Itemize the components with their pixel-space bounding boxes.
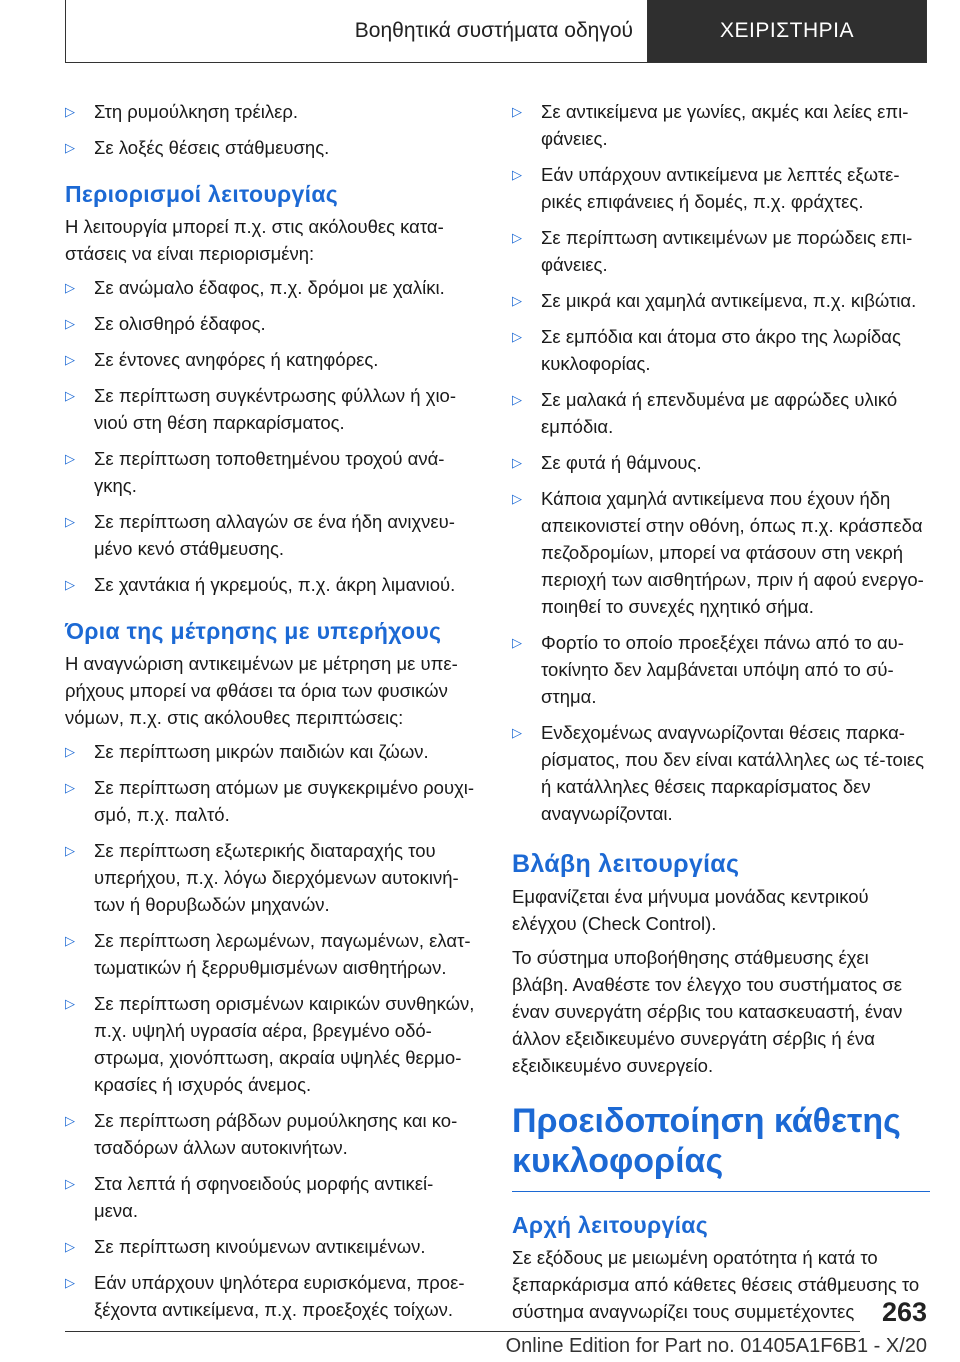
triangle-right-icon: ▷	[512, 230, 522, 245]
list-item: ▷ Σε περίπτωση τοποθετημένου τροχού ανά-γκης.	[65, 445, 475, 499]
list-item: ▷ Σε μικρά και χαμηλά αντικείμενα, π.χ. κιβώτια.	[512, 287, 930, 314]
triangle-right-icon: ▷	[512, 725, 522, 740]
list-item: ▷ Σε περίπτωση αντικειμένων με πορώδεις επι-φάνειες.	[512, 224, 930, 278]
triangle-right-icon: ▷	[512, 104, 522, 119]
list-item: ▷ Σε αντικείμενα με γωνίες, ακμές και λείες επι-φάνειες.	[512, 98, 930, 152]
list-item: ▷ Σε περίπτωση λερωμένων, παγωμένων, ελατ-τωματικών ή ξερρυθμισμένων αισθητήρων.	[65, 927, 475, 981]
triangle-right-icon: ▷	[65, 996, 75, 1011]
section-heading-principle: Αρχή λειτουργίας	[512, 1212, 708, 1238]
list-item: ▷ Σε έντονες ανηφόρες ή κατηφόρες.	[65, 346, 475, 373]
triangle-right-icon: ▷	[65, 577, 75, 592]
paragraph: Σε εξόδους με μειωμένη ορατότητα ή κατά το ξεπαρκάρισμα από κάθετες θέσεις στάθμευσης το σύστημα αναγνωρίζει τους συμμετέχοντες	[512, 1247, 920, 1322]
triangle-right-icon: ▷	[512, 455, 522, 470]
list-item: ▷ Σε περίπτωση ατόμων με συγκεκριμένο ρουχι-σμό, π.χ. παλτό.	[65, 774, 475, 828]
section-heading-limits: Περιορισμοί λειτουργίας	[65, 181, 339, 207]
list-item: ▷ Ενδεχομένως αναγνωρίζονται θέσεις παρκα-ρίσματος, που δεν είναι κατάλληλες ως τέ-τοιες ή κατάλληλες θέσεις παρκαρίσματος δεν αναγνωρίζονται.	[512, 719, 930, 827]
triangle-right-icon: ▷	[65, 1113, 75, 1128]
triangle-right-icon: ▷	[65, 1176, 75, 1191]
list-item: ▷ Σε περίπτωση συγκέντρωσης φύλλων ή χιο-νιού στη θέση παρκαρίσματος.	[65, 382, 475, 436]
page-number: 263	[881, 1297, 927, 1327]
triangle-right-icon: ▷	[65, 280, 75, 295]
list-item: ▷ Φορτίο το οποίο προεξέχει πάνω από το αυ-τοκίνητο δεν λαμβάνεται υπόψη από το σύ-στημα.	[512, 629, 930, 710]
list-item: ▷ Εάν υπάρχουν αντικείμενα με λεπτές εξωτε-ρικές επιφάνειες ή δομές, π.χ. φράχτες.	[512, 161, 930, 215]
list-item: ▷ Σε περίπτωση μικρών παιδιών και ζώων.	[65, 738, 475, 765]
footer-edition: Online Edition for Part no. 01405A1F6B1 - X/20	[505, 1335, 927, 1357]
triangle-right-icon: ▷	[65, 316, 75, 331]
list-item: ▷ Σε χαντάκια ή γκρεμούς, π.χ. άκρη λιμανιού.	[65, 571, 475, 598]
list-item: ▷ Σε περίπτωση ράβδων ρυμούλκησης και κο-τσαδόρων άλλων αυτοκινήτων.	[65, 1107, 475, 1161]
list-item: ▷ Εάν υπάρχουν ψηλότερα ευρισκόμενα, προε-ξέχοντα αντικείμενα, π.χ. προεξοχές τοίχων.	[65, 1269, 475, 1323]
list-item: ▷ Σε λοξές θέσεις στάθμευσης.	[65, 134, 475, 161]
triangle-right-icon: ▷	[65, 1275, 75, 1290]
paragraph: Η λειτουργία μπορεί π.χ. στις ακόλουθες κατα-στάσεις να είναι περιορισμένη:	[65, 216, 444, 264]
list-item: ▷ Σε περίπτωση ορισμένων καιρικών συνθηκών, π.χ. υψηλή υγρασία αέρα, βρεγμένο οδό-στρωμα, χιονόπτωση, ακραία υψηλές θερμο-κρασίες ή ισχυρός άνεμος.	[65, 990, 475, 1098]
triangle-right-icon: ▷	[65, 352, 75, 367]
triangle-right-icon: ▷	[65, 933, 75, 948]
list-item: ▷ Σε περίπτωση κινούμενων αντικειμένων.	[65, 1233, 475, 1260]
list-item: ▷ Σε εμπόδια και άτομα στο άκρο της λωρίδας κυκλοφορίας.	[512, 323, 930, 377]
section-heading-malfunction: Βλάβη λειτουργίας	[512, 850, 740, 878]
list-item: ▷ Στα λεπτά ή σφηνοειδούς μορφής αντικεί-μενα.	[65, 1170, 475, 1224]
page-header	[65, 0, 927, 63]
triangle-right-icon: ▷	[65, 451, 75, 466]
paragraph: Η αναγνώριση αντικειμένων με μέτρηση με υπε-ρήχους μπορεί να φθάσει τα όρια των φυσικών νόμων, π.χ. στις ακόλουθες περιπτώσεις:	[65, 653, 458, 728]
footer-divider	[65, 1331, 860, 1332]
triangle-right-icon: ▷	[512, 167, 522, 182]
list-item: ▷ Σε ολισθηρό έδαφος.	[65, 310, 475, 337]
triangle-right-icon: ▷	[65, 1239, 75, 1254]
triangle-right-icon: ▷	[65, 140, 75, 155]
list-item: ▷ Στη ρυμούλκηση τρέιλερ.	[65, 98, 475, 125]
paragraph: Εμφανίζεται ένα μήνυμα μονάδας κεντρικού ελέγχου (Check Control).	[512, 886, 869, 934]
triangle-right-icon: ▷	[65, 744, 75, 759]
list-item: ▷ Σε περίπτωση αλλαγών σε ένα ήδη ανιχνευ-μένο κενό στάθμευσης.	[65, 508, 475, 562]
chapter-title-cross-traffic: Προειδοποίηση κάθετης κυκλοφορίας	[512, 1101, 930, 1192]
triangle-right-icon: ▷	[512, 635, 522, 650]
triangle-right-icon: ▷	[65, 843, 75, 858]
triangle-right-icon: ▷	[65, 514, 75, 529]
list-item: ▷ Σε περίπτωση εξωτερικής διαταραχής του υπερήχου, π.χ. λόγω διερχόμενων αυτοκινή-των ή θορυβωδών μηχανών.	[65, 837, 475, 918]
right-column	[512, 98, 930, 1332]
list-item: ▷ Σε φυτά ή θάμνους.	[512, 449, 930, 476]
header-section-title: Βοηθητικά συστήματα οδηγού	[66, 0, 648, 62]
triangle-right-icon: ▷	[512, 392, 522, 407]
paragraph: Το σύστημα υποβοήθησης στάθμευσης έχει βλάβη. Αναθέστε τον έλεγχο του συστήματος σε έναν συνεργάτη σέρβις του κατασκευαστή, έναν άλλον εξειδικευμένο συνεργάτη σέρβις ή ένα εξειδικευμένο συνεργείο.	[512, 947, 903, 1076]
section-heading-ultrasonic: Όρια της μέτρησης με υπερήχους	[65, 618, 442, 644]
list-item: ▷ Σε μαλακά ή επενδυμένα με αφρώδες υλικό εμπόδια.	[512, 386, 930, 440]
header-chapter-tab: ΧΕΙΡΙΣΤΗΡΙΑ	[648, 0, 926, 62]
left-column	[65, 98, 475, 1332]
triangle-right-icon: ▷	[512, 491, 522, 506]
list-item: ▷ Σε ανώμαλο έδαφος, π.χ. δρόμοι με χαλίκι.	[65, 274, 475, 301]
triangle-right-icon: ▷	[512, 293, 522, 308]
list-item: ▷ Κάποια χαμηλά αντικείμενα που έχουν ήδη απεικονιστεί στην οθόνη, όπως π.χ. κράσπεδα πεζοδρομίων, μπορεί να φτάσουν στη νεκρή περιοχή των αισθητήρων, πριν ή αφού ενεργο-ποιηθεί το συνεχές ηχητικό σήμα.	[512, 485, 930, 620]
triangle-right-icon: ▷	[65, 780, 75, 795]
triangle-right-icon: ▷	[512, 329, 522, 344]
triangle-right-icon: ▷	[65, 388, 75, 403]
triangle-right-icon: ▷	[65, 104, 75, 119]
